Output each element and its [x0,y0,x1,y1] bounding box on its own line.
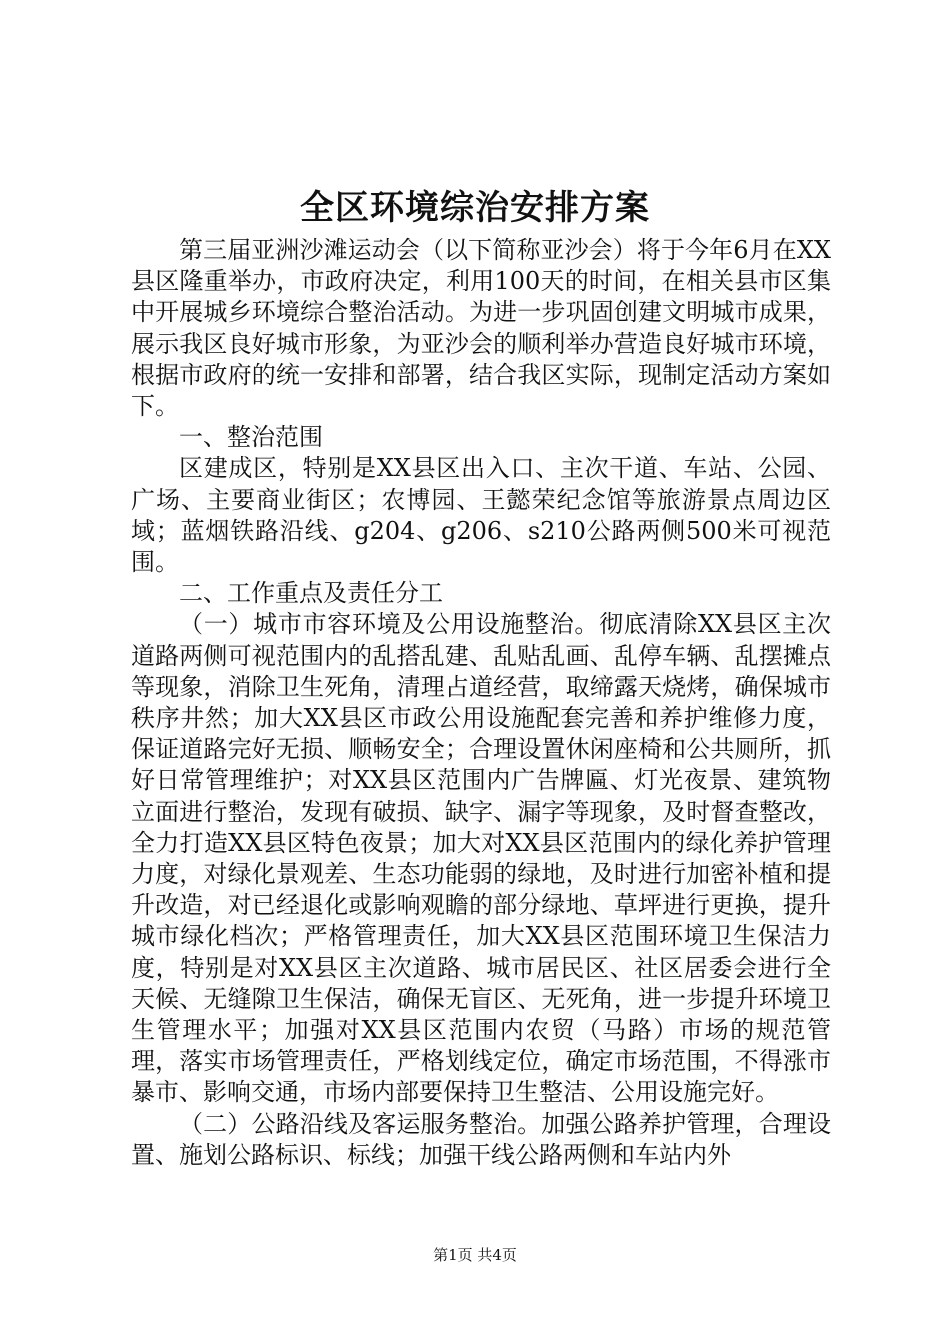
section-heading-tasks: 二、工作重点及责任分工 [179,579,443,608]
document-body [131,235,831,1171]
document-title: 全区环境综治安排方案 [300,188,650,228]
page-footer: 第1页 共4页 [433,1246,517,1264]
intro-paragraph: 第三届亚洲沙滩运动会（以下简称亚沙会）将于今年6月在XX县区隆重举办，市政府决定，利用100天的时间，在相关县市区集中开展城乡环境综合整治活动。为进一步巩固创建文明城市成果，展示我区良好城市形象，为亚沙会的顺利举办营造良好城市环境，根据市政府的统一安排和部署，结合我区实际，现制定活动方案如下。 [131,236,831,421]
task-paragraph-1: （一）城市市容环境及公用设施整治。彻底清除XX县区主次道路两侧可视范围内的乱搭乱建、乱贴乱画、乱停车辆、乱摆摊点等现象，消除卫生死角，清理占道经营，取缔露天烧烤，确保城市秩序井然；加大XX县区市政公用设施配套完善和养护维修力度，保证道路完好无损、顺畅安全；合理设置休闲座椅和公共厕所，抓好日常管理维护；对XX县区范围内广告牌匾、灯光夜景、建筑物立面进行整治，发现有破损、缺字、漏字等现象，及时督查整改，全力打造XX县区特色夜景；加大对XX县区范围内的绿化养护管理力度，对绿化景观差、生态功能弱的绿地，及时进行加密补植和提升改造，对已经退化或影响观瞻的部分绿地、草坪进行更换，提升城市绿化档次；严格管理责任，加大XX县区范围环境卫生保洁力度，特别是对XX县区主次道路、城市居民区、社区居委会进行全天候、无缝隙卫生保洁，确保无盲区、无死角，进一步提升环境卫生管理水平；加强对XX县区范围内农贸（马路）市场的规范管理，落实市场管理责任，严格划线定位，确定市场范围，不得涨市暴市、影响交通，市场内部要保持卫生整洁、公用设施完好。 [131,610,831,1107]
task-paragraph-2: （二）公路沿线及客运服务整治。加强公路养护管理，合理设置、施划公路标识、标线；加强干线公路两侧和车站内外 [131,1109,831,1169]
scope-paragraph: 区建成区，特别是XX县区出入口、主次干道、车站、公园、广场、主要商业街区；农博园、王懿荣纪念馆等旅游景点周边区域；蓝烟铁路沿线、g204、g206、s210公路两侧500米可视范围。 [131,454,831,577]
section-heading-scope: 一、整治范围 [179,423,323,452]
